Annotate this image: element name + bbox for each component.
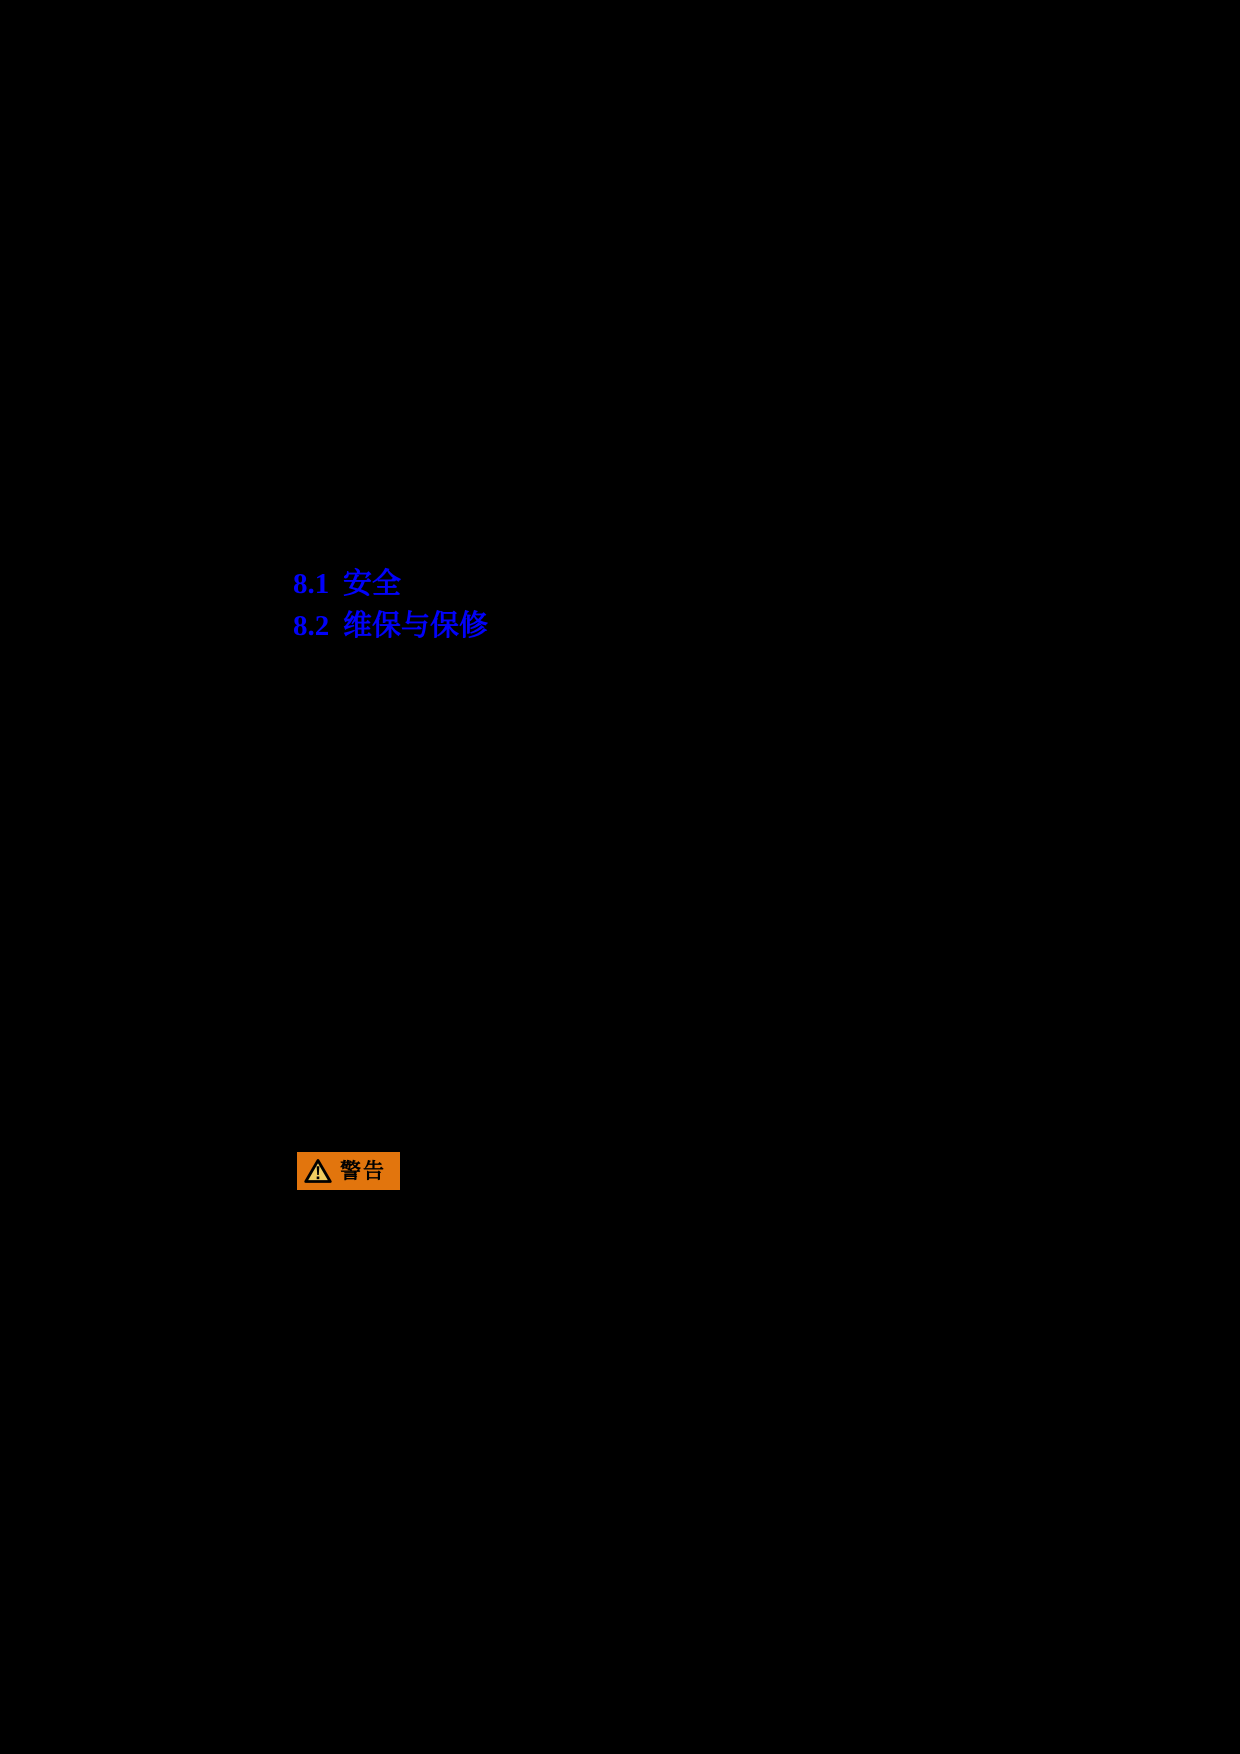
section-link-8-1[interactable]	[293, 569, 401, 599]
section-title: 维保与保修	[343, 610, 489, 642]
section-title: 安全	[343, 568, 402, 600]
warning-label: 警告	[340, 1159, 386, 1183]
warning-badge	[297, 1152, 400, 1190]
section-number: 8.1	[293, 568, 330, 600]
section-link-8-2[interactable]	[293, 611, 488, 641]
section-number: 8.2	[293, 610, 330, 642]
warning-triangle-icon	[304, 1158, 332, 1184]
